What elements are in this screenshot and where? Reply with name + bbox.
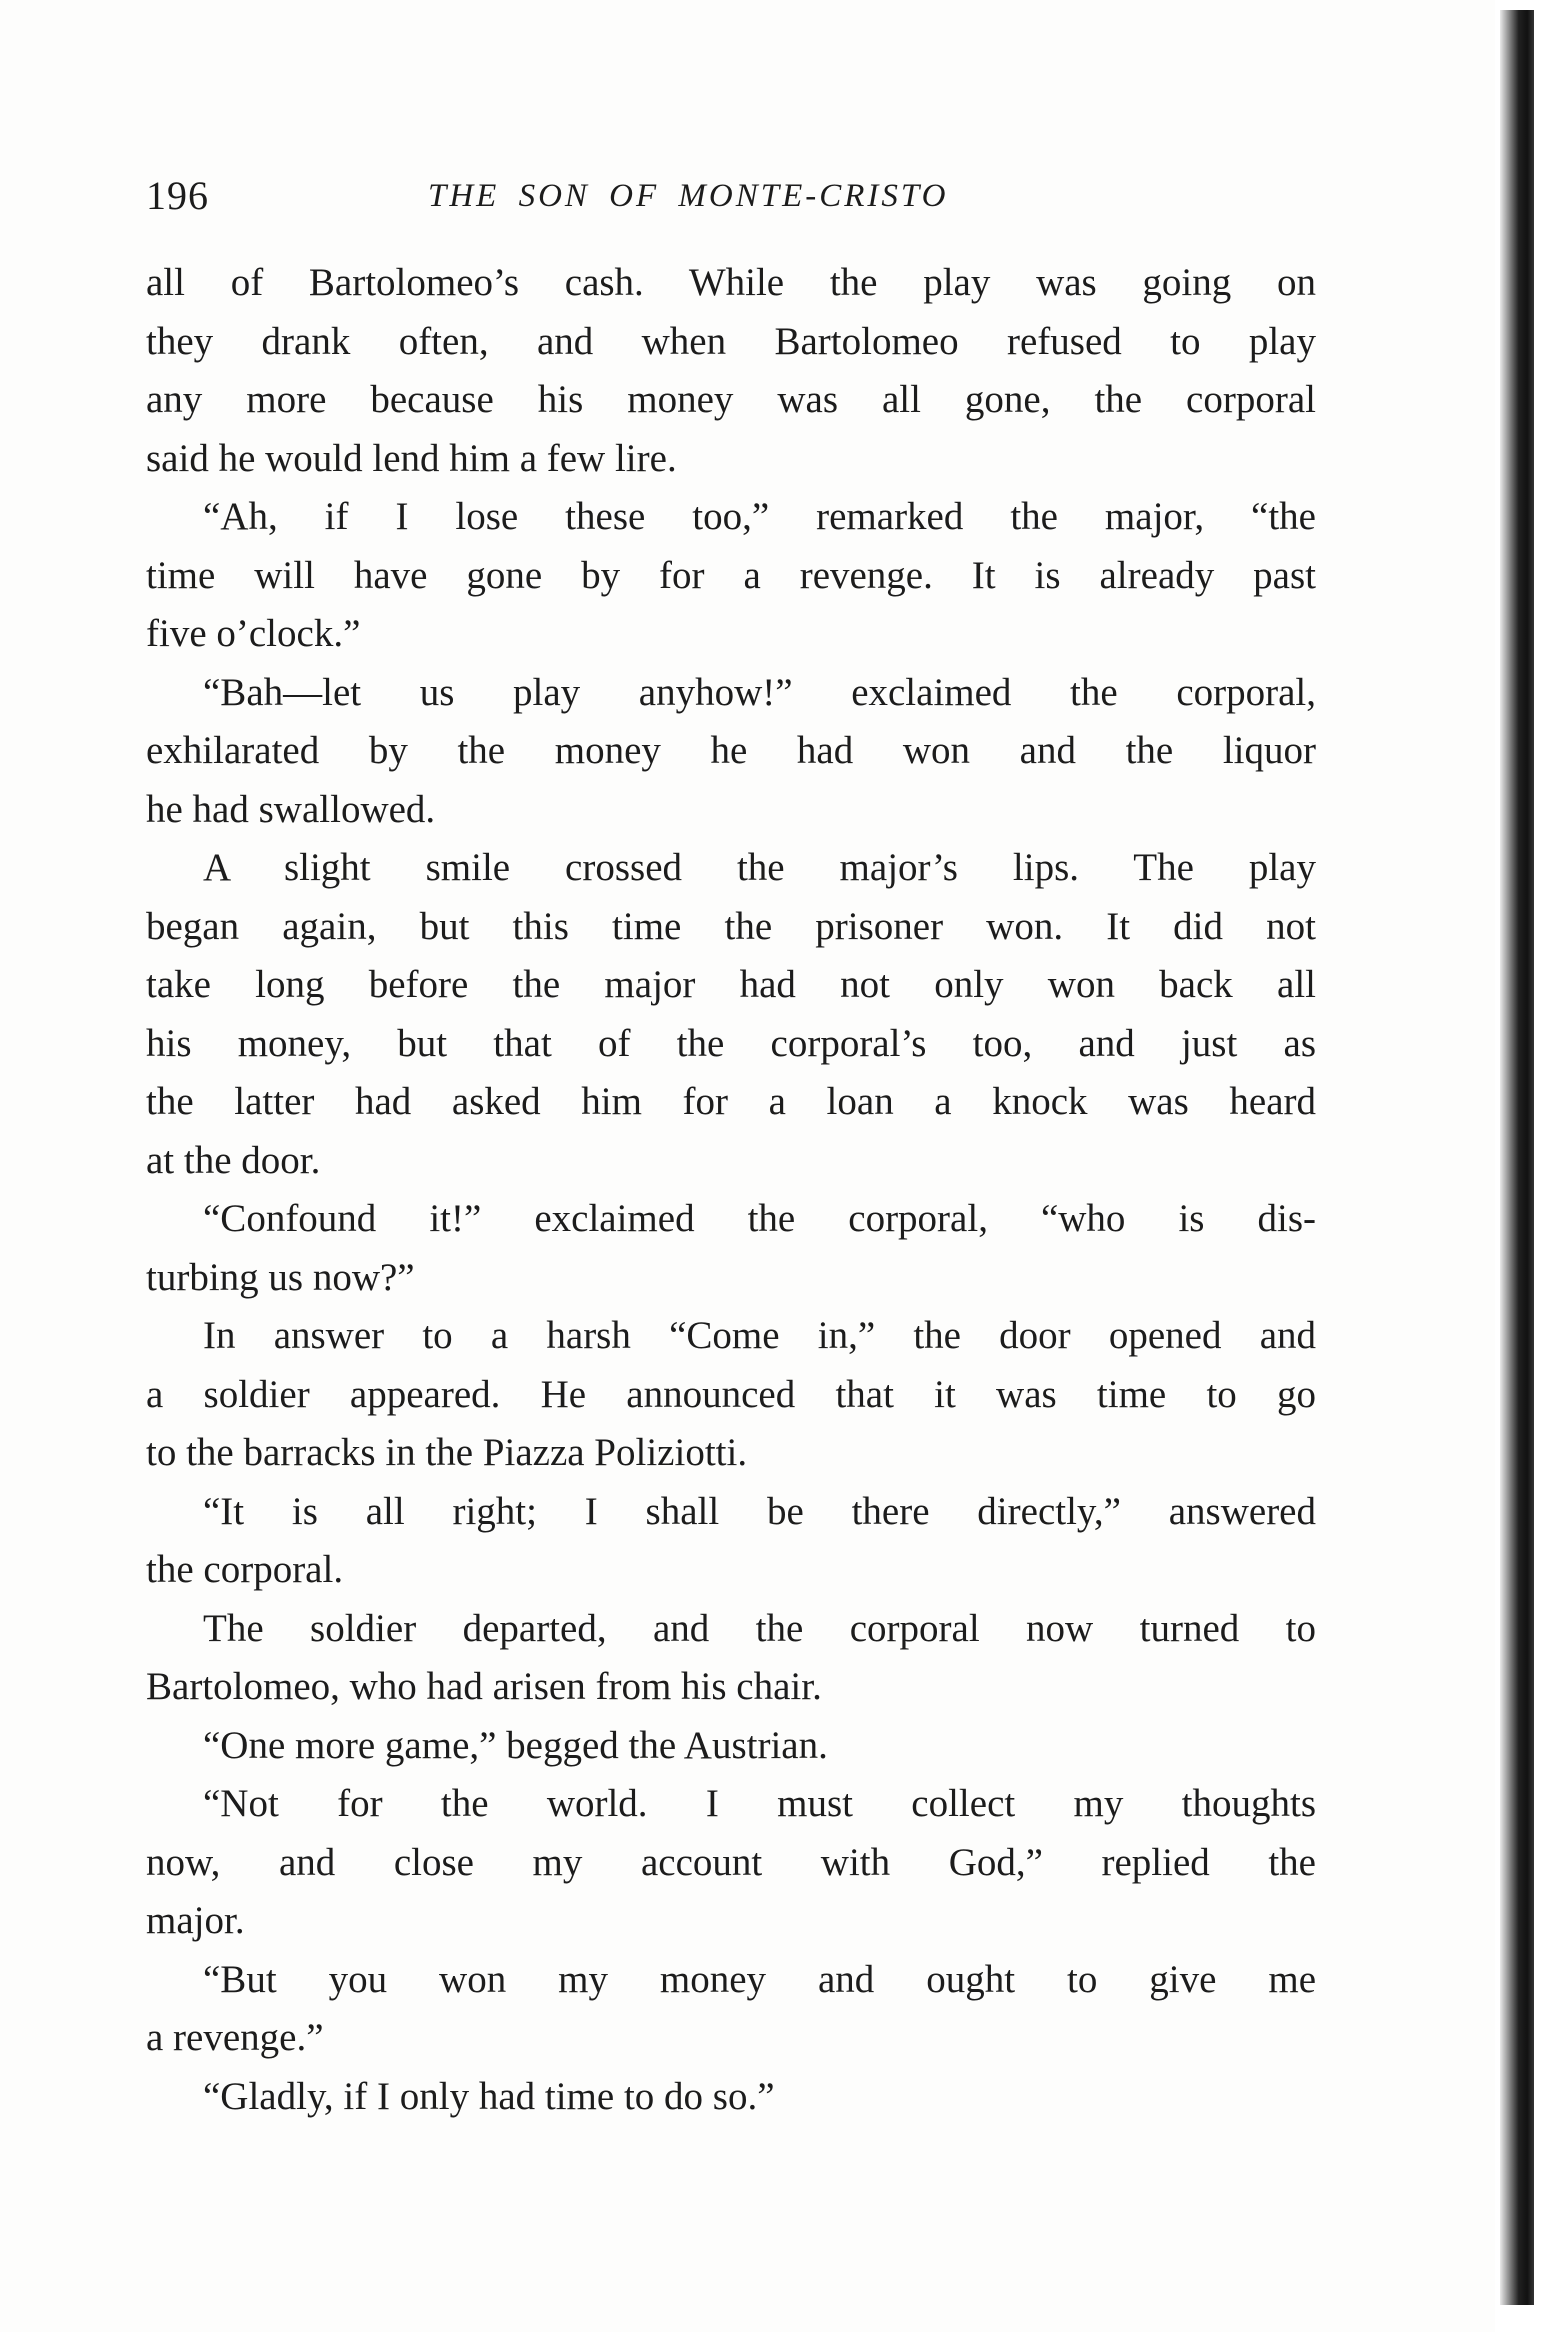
text-line: “It is all right; I shall be there directly,” answered [203,1489,1316,1533]
text-line: time will have gone by for a revenge. It is already past [146,553,1316,597]
text-line: In answer to a harsh “Come in,” the door opened and [203,1314,1316,1357]
text-line: take long before the major had not only won back all [146,963,1316,1006]
page-number: 196 [146,173,209,218]
text-line: turbing us now?” [146,1255,415,1299]
text-line: A slight smile crossed the major’s lips. The play [203,846,1316,889]
text-line: exhilarated by the money he had won and the liquor [146,729,1316,772]
page-header [146,172,1326,232]
body-text [146,254,1316,2126]
text-line: said he would lend him a few lire. [146,436,677,480]
text-line: “But you won my money and ought to give me [203,1957,1316,2001]
text-line: “Bah—let us play anyhow!” exclaimed the corporal, [203,670,1316,714]
text-line: “Confound it!” exclaimed the corporal, “who is dis- [203,1197,1316,1240]
text-line: Bartolomeo, who had arisen from his chair. [146,1665,822,1708]
text-line: at the door. [146,1138,321,1182]
text-line: he had swallowed. [146,787,436,831]
text-line: a soldier appeared. He announced that it was time to go [146,1372,1316,1416]
text-line: the latter had asked him for a loan a knock was heard [146,1080,1316,1123]
text-line: they drank often, and when Bartolomeo refused to play [146,319,1316,363]
text-line: a revenge.” [146,2016,324,2059]
text-line: any more because his money was all gone, the corporal [146,378,1316,421]
text-line: to the barracks in the Piazza Poliziotti. [146,1431,748,1474]
text-line: began again, but this time the prisoner won. It did not [146,904,1316,948]
text-line: The soldier departed, and the corporal now turned to [203,1606,1316,1650]
running-title: THE SON OF MONTE-CRISTO [428,178,949,214]
text-line: his money, but that of the corporal’s too, and just as [146,1021,1316,1065]
text-line: “One more game,” begged the Austrian. [203,1723,828,1767]
text-line: “Ah, if I lose these too,” remarked the major, “the [203,495,1316,538]
text-line: the corporal. [146,1548,344,1591]
binding-shadow [1500,10,1534,2305]
text-line: “Not for the world. I must collect my thoughts [203,1782,1316,1825]
text-line: five o’clock.” [146,612,361,655]
text-line: major. [146,1899,245,1942]
text-line: now, and close my account with God,” replied the [146,1840,1316,1884]
text-line: all of Bartolomeo’s cash. While the play was going on [146,261,1316,304]
text-line: “Gladly, if I only had time to do so.” [203,2074,775,2118]
